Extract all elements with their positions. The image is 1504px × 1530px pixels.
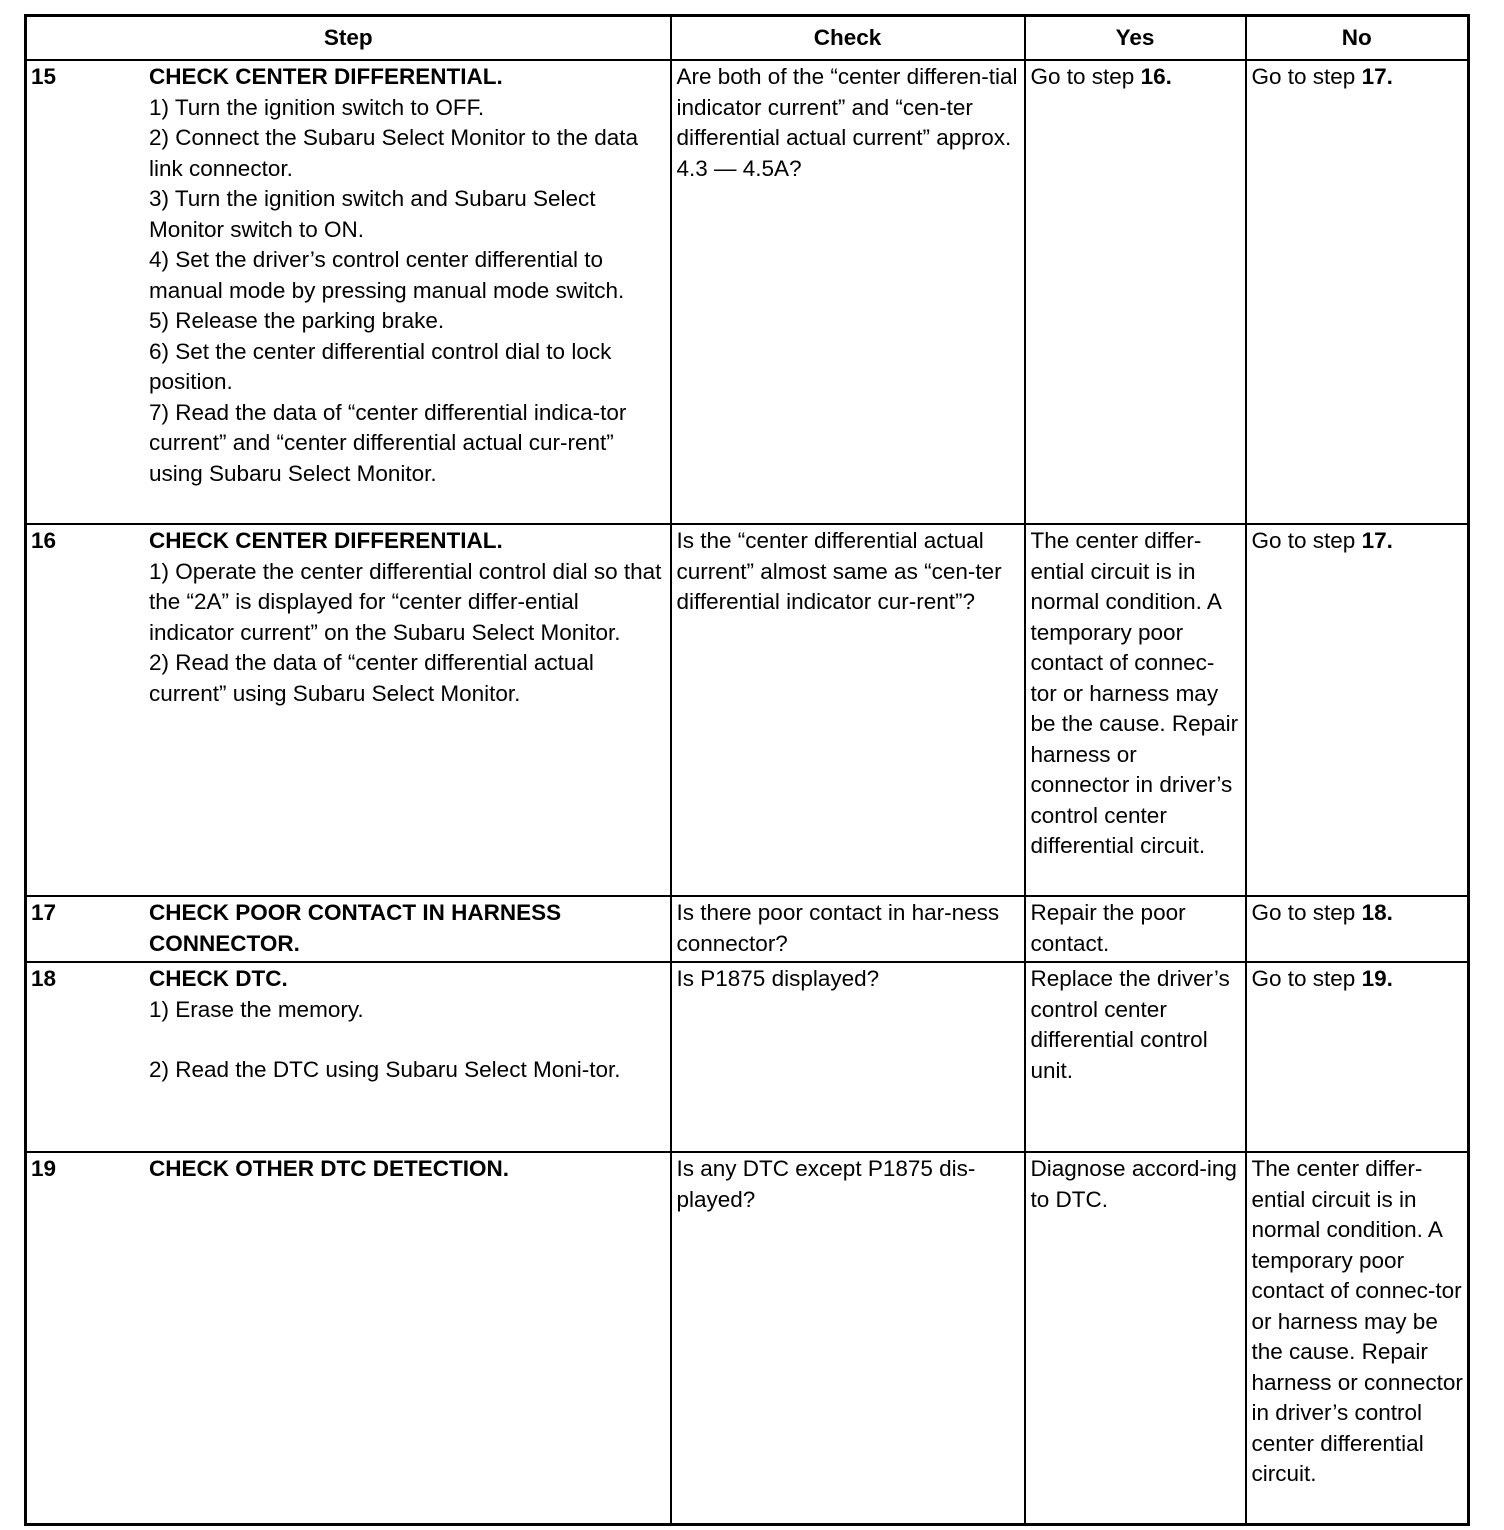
yes-cell: Replace the driver’s control center differential control unit. bbox=[1025, 962, 1246, 1152]
check-cell: Is there poor contact in har-ness connector? bbox=[671, 896, 1025, 962]
check-cell: Is P1875 displayed? bbox=[671, 962, 1025, 1152]
header-yes: Yes bbox=[1025, 16, 1246, 61]
no-step-link: 18. bbox=[1361, 900, 1393, 925]
step-instruction: 2) Read the DTC using Subaru Select Moni-tor. bbox=[149, 1057, 621, 1082]
spacer bbox=[149, 1025, 666, 1055]
step-cell bbox=[26, 524, 671, 896]
step-cell bbox=[26, 896, 671, 962]
table-row bbox=[26, 60, 1469, 524]
yes-step-link: 16. bbox=[1140, 64, 1172, 89]
no-cell: The center differ-ential circuit is in normal condition. A temporary poor contact of connec-tor or harness may be the cause. Repair harness or connector in driver’s control center differential circuit. bbox=[1246, 1152, 1469, 1524]
yes-cell: The center differ-ential circuit is in normal condition. A temporary poor contact of connec-tor or harness may be the cause. Repair harness or connector in driver’s control center differential circuit. bbox=[1025, 524, 1246, 896]
header-check: Check bbox=[671, 16, 1025, 61]
step-number: 18 bbox=[31, 966, 57, 991]
step-title: CHECK POOR CONTACT IN HARNESS CONNECTOR. bbox=[149, 900, 562, 956]
no-text: Go to step bbox=[1251, 966, 1362, 991]
no-text: Go to step bbox=[1251, 900, 1362, 925]
step-cell bbox=[26, 962, 671, 1152]
step-title: CHECK CENTER DIFFERENTIAL. bbox=[149, 64, 503, 89]
step-instruction: 5) Release the parking brake. bbox=[149, 308, 445, 333]
no-step-link: 17. bbox=[1361, 528, 1393, 553]
step-instruction: 7) Read the data of “center differential indica-tor current” and “center differential actual cur-rent” using Subaru Select Monitor. bbox=[149, 399, 627, 486]
step-instruction: 2) Read the data of “center differential actual current” using Subaru Select Monitor. bbox=[149, 650, 594, 706]
no-cell bbox=[1246, 896, 1469, 962]
table-row bbox=[26, 524, 1469, 896]
step-title: CHECK CENTER DIFFERENTIAL. bbox=[149, 528, 503, 553]
step-title: CHECK OTHER DTC DETECTION. bbox=[149, 1156, 509, 1181]
yes-cell: Diagnose accord-ing to DTC. bbox=[1025, 1152, 1246, 1524]
yes-text: Go to step bbox=[1030, 64, 1141, 89]
check-cell: Are both of the “center differen-tial indicator current” and “cen-ter differential actual current” approx. 4.3 — 4.5A? bbox=[671, 60, 1025, 524]
check-cell: Is any DTC except P1875 dis-played? bbox=[671, 1152, 1025, 1524]
header-row bbox=[26, 16, 1469, 61]
no-cell bbox=[1246, 524, 1469, 896]
header-step: Step bbox=[26, 16, 671, 61]
step-instruction: 1) Erase the memory. bbox=[149, 996, 364, 1022]
no-text: Go to step bbox=[1251, 64, 1362, 89]
no-step-link: 19. bbox=[1361, 966, 1393, 991]
step-instruction: 3) Turn the ignition switch and Subaru Select Monitor switch to ON. bbox=[149, 186, 596, 242]
check-cell: Is the “center differential actual current” almost same as “cen-ter differential indicator cur-rent”? bbox=[671, 524, 1025, 896]
header-no: No bbox=[1246, 16, 1469, 61]
no-step-link: 17. bbox=[1361, 64, 1393, 89]
step-instruction: 6) Set the center differential control dial to lock position. bbox=[149, 338, 612, 394]
step-title: CHECK DTC. bbox=[149, 966, 288, 991]
step-number: 17 bbox=[31, 900, 57, 925]
step-number: 15 bbox=[31, 64, 57, 89]
table-row bbox=[26, 962, 1469, 1152]
step-number: 16 bbox=[31, 528, 57, 553]
step-instruction: 1) Turn the ignition switch to OFF. bbox=[149, 94, 485, 120]
no-text: Go to step bbox=[1251, 528, 1362, 553]
step-instruction: 2) Connect the Subaru Select Monitor to the data link connector. bbox=[149, 125, 639, 181]
step-instruction: 4) Set the driver’s control center differential to manual mode by pressing manual mode switch. bbox=[149, 247, 625, 303]
table-row bbox=[26, 896, 1469, 962]
step-number: 19 bbox=[31, 1156, 57, 1181]
diagnostic-table bbox=[24, 14, 1470, 1526]
no-cell bbox=[1246, 60, 1469, 524]
table-row bbox=[26, 1152, 1469, 1524]
yes-cell bbox=[1025, 60, 1246, 524]
step-cell bbox=[26, 1152, 671, 1524]
yes-cell: Repair the poor contact. bbox=[1025, 896, 1246, 962]
step-cell bbox=[26, 60, 671, 524]
step-instruction: 1) Operate the center differential control dial so that the “2A” is displayed for “center differ-ential indicator current” on the Subaru Select Monitor. bbox=[149, 558, 662, 645]
no-cell bbox=[1246, 962, 1469, 1152]
